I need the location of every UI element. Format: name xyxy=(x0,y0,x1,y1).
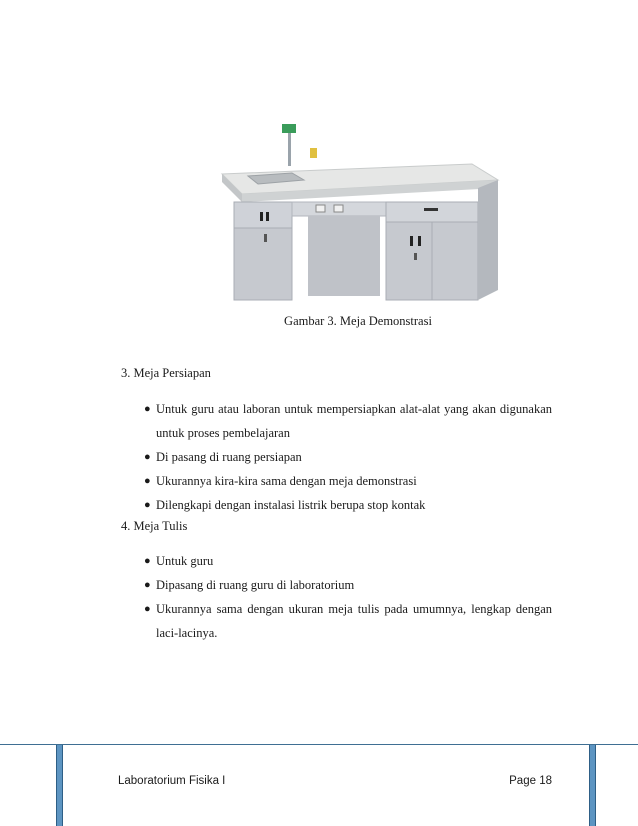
right-door-handle-1 xyxy=(410,236,413,246)
right-door-handle-2 xyxy=(418,236,421,246)
list-item: ● Dipasang di ruang guru di laboratorium xyxy=(144,573,552,597)
footer-left-bar xyxy=(56,745,63,826)
figure-caption xyxy=(0,314,638,329)
bullet-dot-icon: ● xyxy=(144,499,151,511)
right-door-lock xyxy=(414,253,417,260)
power-socket-1 xyxy=(316,205,325,212)
bullet-dot-icon: ● xyxy=(144,403,151,415)
footer-divider xyxy=(0,744,638,745)
bullet-dot-icon: ● xyxy=(144,451,151,463)
footer-document-title: Laboratorium Fisika I xyxy=(118,775,226,787)
knee-space xyxy=(308,216,380,296)
left-drawer-handle-2 xyxy=(266,212,269,221)
bullet-dot-icon: ● xyxy=(144,603,151,615)
bullet-dot-icon: ● xyxy=(144,579,151,591)
table-right-side xyxy=(478,180,498,300)
right-drawer xyxy=(386,202,478,222)
tap-valve xyxy=(310,148,317,158)
list-item: ● Dilengkapi dengan instalasi listrik berupa stop kontak xyxy=(144,493,552,517)
meja-tulis-list xyxy=(144,549,552,645)
list-item: ● Ukurannya sama dengan ukuran meja tulis pada umumnya, lengkap dengan laci-lacinya. xyxy=(144,597,552,645)
bullet-dot-icon: ● xyxy=(144,475,151,487)
power-socket-2 xyxy=(334,205,343,212)
bullet-dot-icon: ● xyxy=(144,555,151,567)
left-door-lock xyxy=(264,234,267,242)
left-drawer-handle xyxy=(260,212,263,221)
footer-right-bar xyxy=(589,745,596,826)
demonstration-table-image xyxy=(210,118,500,308)
faucet-head xyxy=(282,124,296,133)
demonstration-table-drawing xyxy=(210,118,500,308)
right-drawer-handle xyxy=(424,208,438,211)
meja-persiapan-list xyxy=(144,397,552,517)
list-item: ● Untuk guru atau laboran untuk mempersiapkan alat-alat yang akan digunakan untuk proses pembelajaran xyxy=(144,397,552,445)
list-item: ● Untuk guru xyxy=(144,549,552,573)
list-item: ● Ukurannya kira-kira sama dengan meja demonstrasi xyxy=(144,469,552,493)
footer-page-number: Page 18 xyxy=(509,775,552,787)
section-heading-meja-tulis: 4. Meja Tulis xyxy=(121,519,188,533)
figure-caption-text: Gambar 3. Meja Demonstrasi xyxy=(284,314,432,328)
section-heading-meja-persiapan: 3. Meja Persiapan xyxy=(121,366,211,380)
list-item: ● Di pasang di ruang persiapan xyxy=(144,445,552,469)
